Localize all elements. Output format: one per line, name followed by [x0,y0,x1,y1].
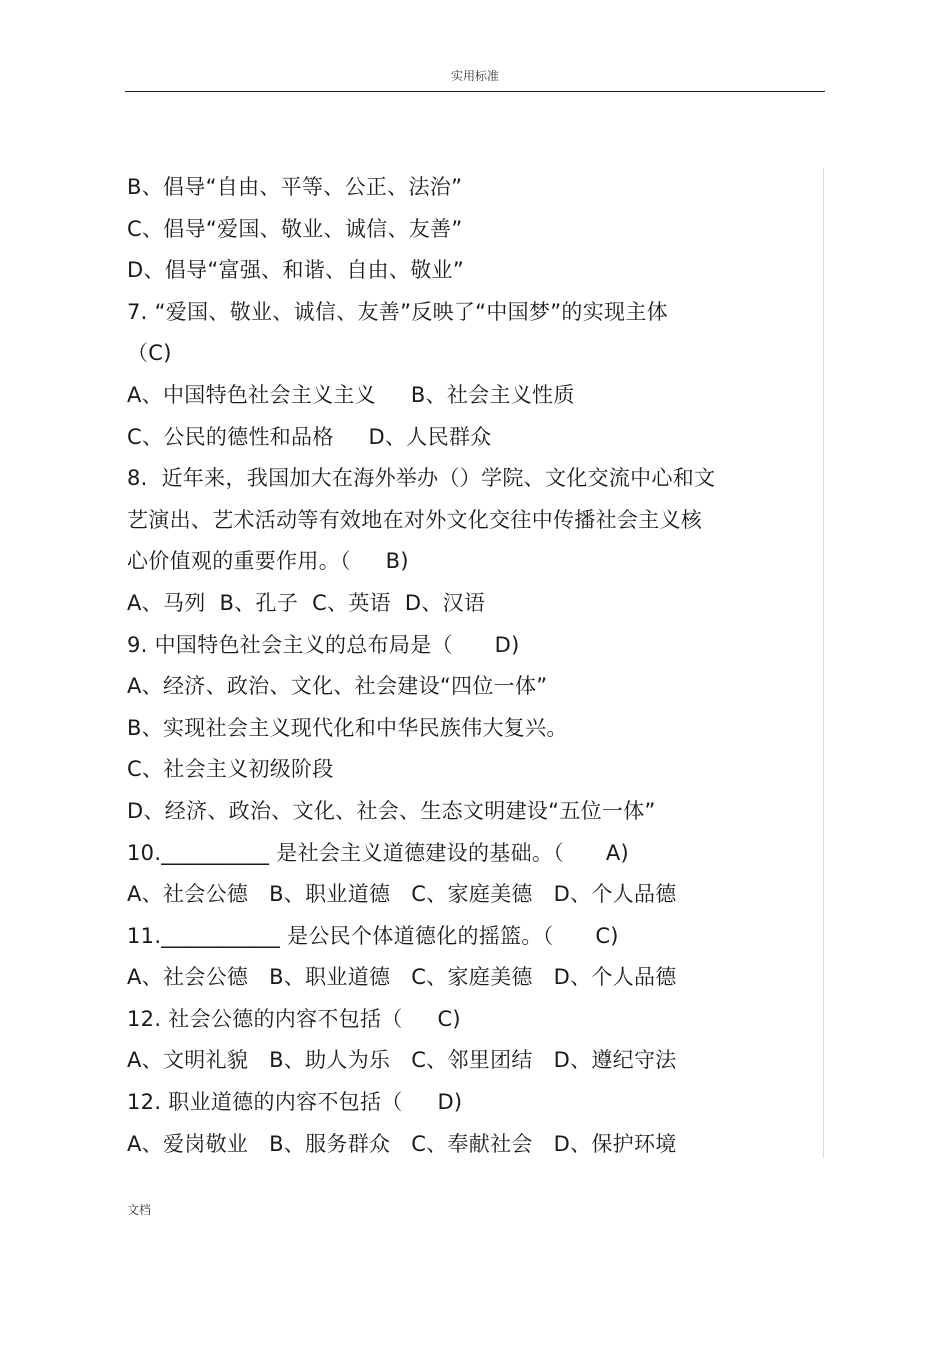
right-margin-line [823,168,824,1158]
option-line: C、社会主义初级阶段 [127,757,334,782]
option-line: A、爱岗敬业 B、服务群众 C、奉献社会 D、保护环境 [127,1131,677,1156]
question-line: 12. 职业道德的内容不包括（ D) [127,1090,463,1115]
question-line: 心价值观的重要作用。（ B) [127,549,409,574]
answer-line: （C) [127,341,172,366]
page-header-title: 实用标准 [450,69,499,83]
header-divider [125,91,825,92]
option-line: A、经济、政治、文化、社会建设“四位一体” [127,674,548,699]
option-line: D、经济、政治、文化、社会、生态文明建设“五位一体” [127,798,656,823]
option-line: A、文明礼貌 B、助人为乐 C、邻里团结 D、遵纪守法 [127,1048,677,1073]
option-line: A、社会公德 B、职业道德 C、家庭美德 D、个人品德 [127,965,677,990]
option-line: B、倡导“自由、平等、公正、法治” [127,175,463,199]
option-line: B、实现社会主义现代化和中华民族伟大复兴。 [127,715,568,740]
question-line: 12. 社会公德的内容不包括（ C) [127,1006,461,1031]
page-footer-text: 文档 [127,1203,152,1217]
question-line: 艺演出、艺术活动等有效地在对外文化交往中传播社会主义核 [127,507,703,532]
option-line: C、倡导“爱国、敬业、诚信、友善” [127,216,463,241]
document-body [127,167,807,1165]
question-line: 11.___________ 是公民个体道德化的摇篮。（ C) [127,923,619,948]
option-line: D、倡导“富强、和谐、自由、敬业” [127,258,465,283]
option-line: A、马列 B、孔子 C、英语 D、汉语 [127,590,486,615]
option-line: A、社会公德 B、职业道德 C、家庭美德 D、个人品德 [127,882,677,907]
question-line: 7. “爱国、敬业、诚信、友善”反映了“中国梦”的实现主体 [127,299,668,324]
question-line: 10.__________ 是社会主义道德建设的基础。（ A) [127,840,629,865]
question-line: 8. 近年来，我国加大在海外举办（）学院、文化交流中心和文 [127,466,716,491]
question-line: 9. 中国特色社会主义的总布局是（ D) [127,632,520,657]
option-line: A、中国特色社会主义主义 B、社会主义性质 [127,382,575,407]
option-line: C、公民的德性和品格 D、人民群众 [127,424,492,449]
